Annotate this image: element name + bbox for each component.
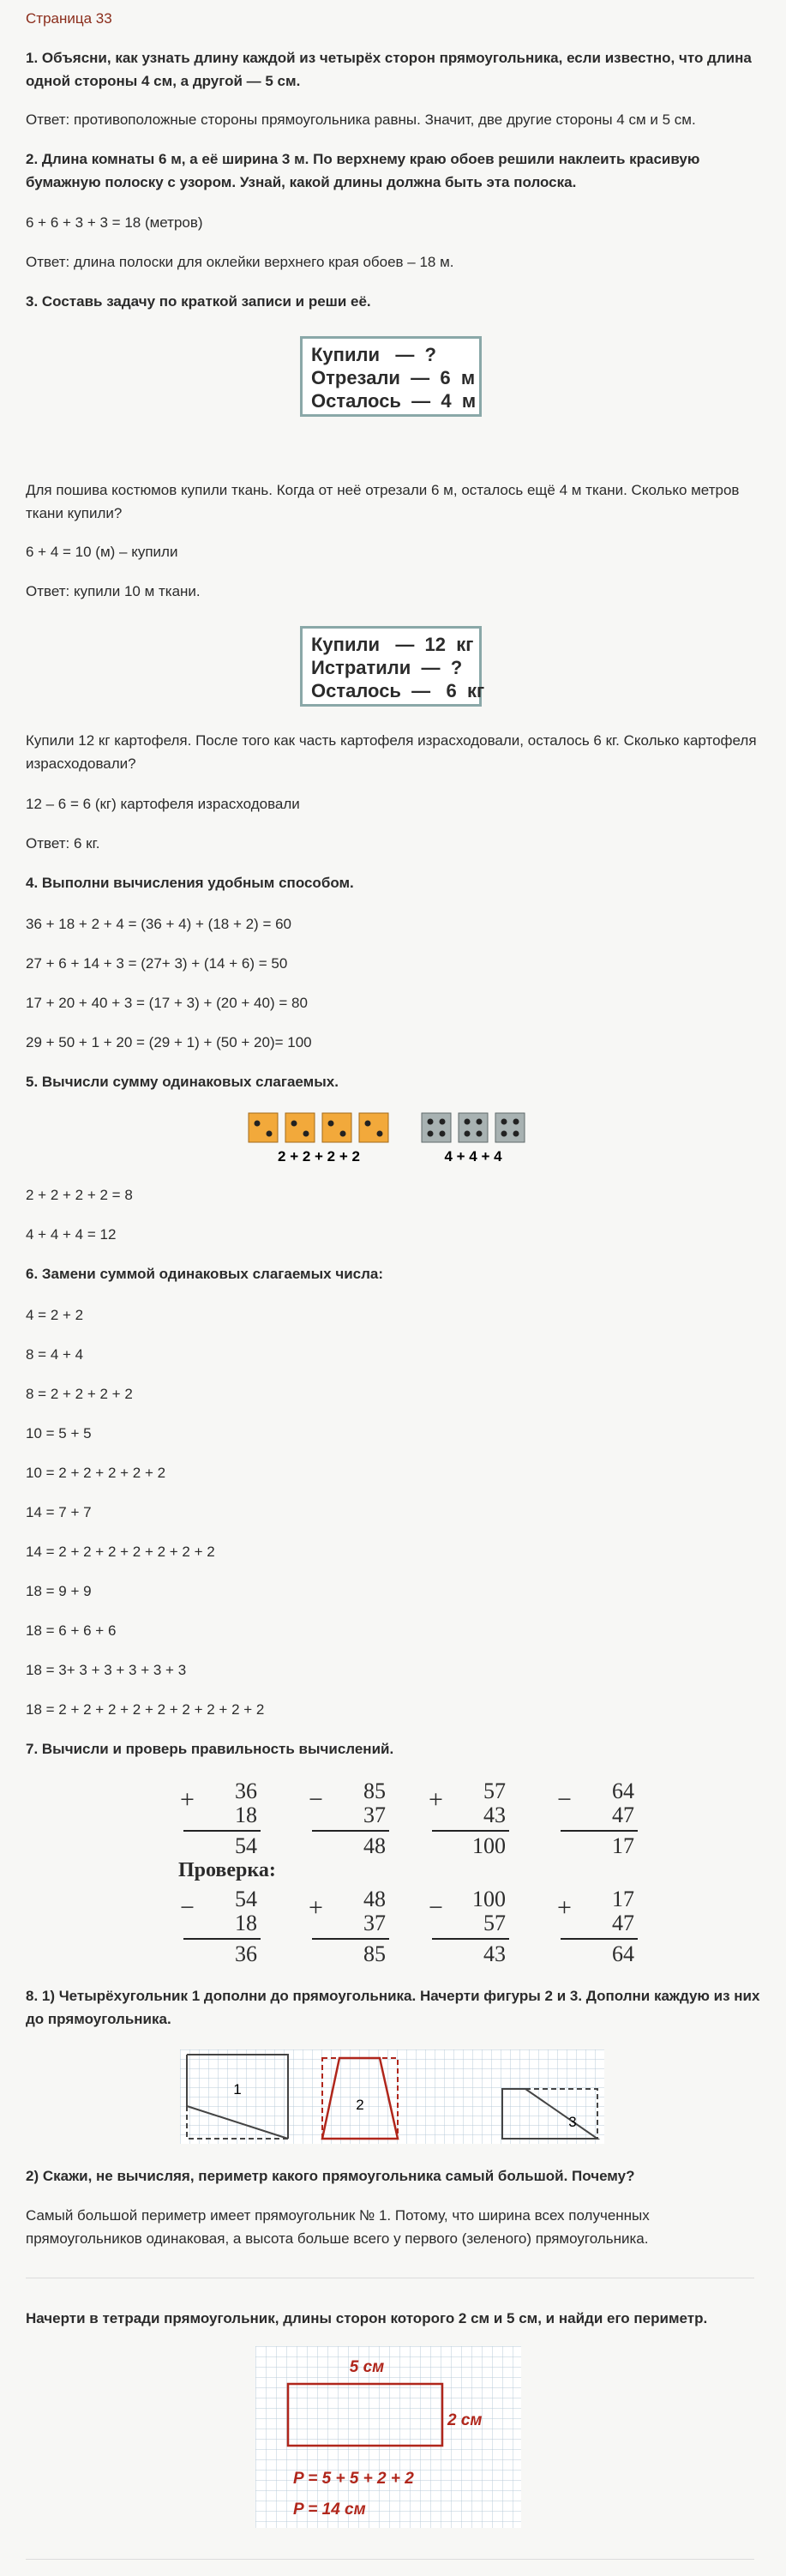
dice-caption-a: 2 + 2 + 2 + 2 <box>278 1148 360 1165</box>
task6-line-9: 18 = 6 + 6 + 6 <box>26 1622 117 1639</box>
task6-line-4: 10 = 5 + 5 <box>26 1425 92 1441</box>
column-op-3: + 57 43 100 <box>429 1779 506 1859</box>
dice-illustration <box>244 1108 536 1170</box>
check-label: Проверка: <box>178 1859 276 1881</box>
page-header: Страница 33 <box>26 10 112 27</box>
column-check-2: + 48 37 85 <box>309 1887 386 1967</box>
box1-line-1: Купили — ? <box>311 344 436 365</box>
task4-line-4: 29 + 50 + 1 + 20 = (29 + 1) + (50 + 20)= 100 <box>26 1034 312 1050</box>
task2-question: 2. Длина комнаты 6 м, а её ширина 3 м. По верхнему краю обоев решили наклеить красивую бумажную полоску с узором. Узнай, какой длины должна быть эта полоска. <box>26 151 700 190</box>
task6-question: 6. Замени суммой одинаковых слагаемых числа: <box>26 1266 384 1282</box>
task1-answer: Ответ: противоположные стороны прямоугольника равны. Значит, две другие стороны 4 см и 5 см. <box>26 111 696 128</box>
box2-line-1: Купили — 12 кг <box>311 634 474 655</box>
box2-line-3: Осталось — 6 кг <box>311 680 485 701</box>
task6-line-1: 4 = 2 + 2 <box>26 1307 84 1323</box>
task6-line-6: 14 = 7 + 7 <box>26 1504 92 1520</box>
perimeter-formula: P = 5 + 5 + 2 + 2 <box>293 2470 414 2488</box>
task8-question-2: 2) Скажи, не вычисляя, периметр какого прямоугольника самый большой. Почему? <box>26 2168 635 2184</box>
task3-text-1: Для пошива костюмов купили ткань. Когда от неё отрезали 6 м, осталось ещё 4 м ткани. Сколько метров ткани купили? <box>26 482 740 521</box>
task6-line-5: 10 = 2 + 2 + 2 + 2 + 2 <box>26 1465 166 1481</box>
task7-question: 7. Вычисли и проверь правильность вычислений. <box>26 1741 394 1757</box>
perimeter-result: P = 14 см <box>293 2501 366 2519</box>
task8-answer-2: Самый большой периметр имеет прямоугольник № 1. Потому, что ширина всех полученных прямоугольников одинаковая, а высота больше всего у первого (зеленого) прямоугольника. <box>26 2207 650 2247</box>
column-op-1: + 36 18 54 <box>180 1779 257 1859</box>
task5-line-2: 4 + 4 + 4 = 12 <box>26 1226 117 1243</box>
rect-side-label: 2 см <box>447 2411 483 2429</box>
figure-label-2: 2 <box>356 2097 364 2113</box>
task5-line-1: 2 + 2 + 2 + 2 = 8 <box>26 1187 133 1203</box>
task6-line-3: 8 = 2 + 2 + 2 + 2 <box>26 1386 133 1402</box>
task6-line-7: 14 = 2 + 2 + 2 + 2 + 2 + 2 + 2 <box>26 1544 215 1560</box>
column-check-1: − 54 18 36 <box>180 1887 257 1967</box>
gray-dice-group <box>422 1113 525 1142</box>
rect-top-label: 5 см <box>349 2358 385 2376</box>
task8-question: 8. 1) Четырёхугольник 1 дополни до прямоугольника. Начерти фигуры 2 и 3. Дополни каждую из них до прямоугольника. <box>26 1988 760 2027</box>
box1-line-2: Отрезали — 6 м <box>311 367 476 388</box>
task3-answer-2: Ответ: 6 кг. <box>26 835 100 852</box>
task2-calc: 6 + 6 + 3 + 3 = 18 (метров) <box>26 214 203 231</box>
bottom-divider <box>26 2559 754 2560</box>
task3-calc-1: 6 + 4 = 10 (м) – купили <box>26 544 178 560</box>
task3-calc-2: 12 – 6 = 6 (кг) картофеля израсходовали <box>26 796 300 812</box>
column-check-4: + 17 47 64 <box>557 1887 634 1967</box>
task4-question: 4. Выполни вычисления удобным способом. <box>26 875 354 891</box>
short-record-box-1 <box>300 336 482 417</box>
task2-answer: Ответ: длина полоски для оклейки верхнего края обоев – 18 м. <box>26 254 454 270</box>
column-op-2: − 85 37 48 <box>309 1779 386 1859</box>
box2-line-2: Истратили — ? <box>311 657 463 678</box>
column-op-4: − 64 47 17 <box>557 1779 634 1859</box>
task4-line-1: 36 + 18 + 2 + 4 = (36 + 4) + (18 + 2) = 60 <box>26 916 292 932</box>
task9-question: Начерти в тетради прямоугольник, длины сторон которого 2 см и 5 см, и найди его периметр. <box>26 2310 708 2326</box>
task3-question: 3. Составь задачу по краткой записи и реши её. <box>26 293 371 310</box>
task6-line-2: 8 = 4 + 4 <box>26 1346 84 1363</box>
shapes-grid-figure <box>180 2049 604 2144</box>
column-check-3: − 100 57 43 <box>429 1887 506 1967</box>
orange-dice-group <box>249 1113 388 1142</box>
task5-question: 5. Вычисли сумму одинаковых слагаемых. <box>26 1074 339 1090</box>
dice-caption-b: 4 + 4 + 4 <box>444 1148 502 1165</box>
task3-answer-1: Ответ: купили 10 м ткани. <box>26 583 201 599</box>
task6-line-10: 18 = 3+ 3 + 3 + 3 + 3 + 3 <box>26 1662 187 1678</box>
figure-label-3: 3 <box>568 2114 577 2130</box>
task1-question: 1. Объясни, как узнать длину каждой из четырёх сторон прямоугольника, если известно, что длина одной стороны 4 см, а другой — 5 см. <box>26 50 752 89</box>
short-record-box-2 <box>300 626 485 707</box>
task4-line-2: 27 + 6 + 14 + 3 = (27+ 3) + (14 + 6) = 50 <box>26 955 288 972</box>
box1-line-3: Осталось — 4 м <box>311 390 477 412</box>
task6-line-11: 18 = 2 + 2 + 2 + 2 + 2 + 2 + 2 + 2 + 2 <box>26 1701 265 1718</box>
task3-text-2: Купили 12 кг картофеля. После того как часть картофеля израсходовали, осталось 6 кг. Сколько картофеля израсходовали? <box>26 732 757 772</box>
task6-line-8: 18 = 9 + 9 <box>26 1583 92 1599</box>
task4-line-3: 17 + 20 + 40 + 3 = (17 + 3) + (20 + 40) = 80 <box>26 995 308 1011</box>
figure-label-1: 1 <box>233 2081 242 2098</box>
perimeter-grid-figure <box>255 2346 521 2528</box>
